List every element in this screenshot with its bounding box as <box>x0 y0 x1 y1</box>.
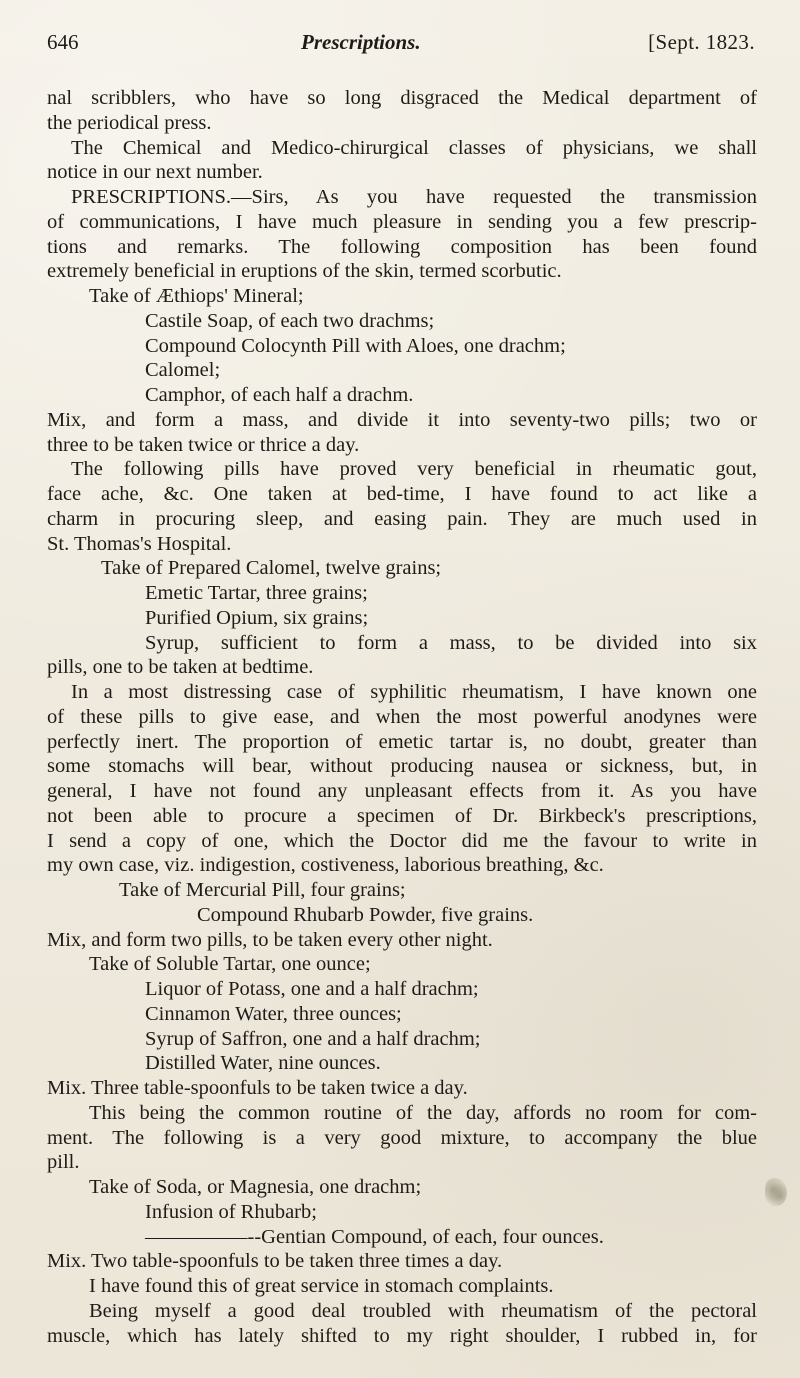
text-line: pill. <box>47 1151 80 1174</box>
text-line: Castile Soap, of each two drachms; <box>145 309 435 332</box>
text-line: ment. The following is a very good mixture, to accompany the blue <box>47 1126 757 1149</box>
text-line: Calomel; <box>145 359 221 382</box>
ink-blot-mark <box>765 1178 787 1206</box>
text-line: Mix. Three table-spoonfuls to be taken twice a day. <box>47 1077 468 1099</box>
text-line: of these pills to give ease, and when the most powerful anodynes were <box>47 705 757 728</box>
text-line: Mix, and form two pills, to be taken every other night. <box>47 928 493 951</box>
text-line: Infusion of Rhubarb; <box>145 1200 317 1223</box>
text-line: Take of Soda, or Magnesia, one drachm; <box>89 1176 422 1198</box>
text-line: not been able to procure a specimen of Dr. Birkbeck's prescriptions, <box>47 804 757 827</box>
text-line: This being the common routine of the day, affords no room for com- <box>89 1101 757 1124</box>
text-line: some stomachs will bear, without producing nausea or sickness, but, in <box>47 755 757 778</box>
text-line: Compound Colocynth Pill with Aloes, one drachm; <box>145 334 566 357</box>
text-line: Mix. Two table-spoonfuls to be taken three times a day. <box>47 1250 503 1273</box>
text-line: Syrup of Saffron, one and a half drachm; <box>145 1027 481 1050</box>
text-line: I have found this of great service in stomach complaints. <box>89 1275 554 1297</box>
text-line: Take of Æthiops' Mineral; <box>89 285 304 307</box>
text-line: The Chemical and Medico-chirurgical classes of physicians, we shall <box>71 136 757 159</box>
text-line: St. Thomas's Hospital. <box>47 532 232 555</box>
text-line: In a most distressing case of syphilitic rheumatism, I have known one <box>71 681 757 703</box>
text-line: extremely beneficial in eruptions of the skin, termed scorbutic. <box>47 260 562 283</box>
text-line: Distilled Water, nine ounces. <box>145 1052 381 1075</box>
text-line: Syrup, sufficient to form a mass, to be divided into six <box>145 631 757 654</box>
text-line: Purified Opium, six grains; <box>145 606 369 629</box>
text-line: of communications, I have much pleasure in sending you a few prescrip- <box>47 210 757 233</box>
text-line: I send a copy of one, which the Doctor did me the favour to write in <box>47 829 757 852</box>
text-line: —————--Gentian Compound, of each, four ounces. <box>145 1225 604 1248</box>
running-title: Prescriptions. <box>301 30 421 54</box>
text-line: Take of Soluble Tartar, one ounce; <box>89 953 371 976</box>
body-text <box>47 86 757 1348</box>
text-line: my own case, viz. indigestion, costiveness, laborious breathing, &c. <box>47 854 604 877</box>
page-number: 646 <box>47 30 79 54</box>
text-line: Take of Prepared Calomel, twelve grains; <box>101 557 442 580</box>
text-line: general, I have not found any unpleasant effects from it. As you have <box>47 780 757 802</box>
text-line: three to be taken twice or thrice a day. <box>47 433 360 456</box>
text-line: PRESCRIPTIONS.—Sirs, As you have requested the transmission <box>71 186 757 208</box>
page-header <box>47 30 755 66</box>
text-line: face ache, &c. One taken at bed-time, I have found to act like a <box>47 483 757 505</box>
issue-date: [Sept. 1823. <box>648 30 755 54</box>
text-line: Camphor, of each half a drachm. <box>145 384 414 406</box>
text-line: charm in procuring sleep, and easing pain. They are much used in <box>47 507 757 530</box>
text-line: Cinnamon Water, three ounces; <box>145 1002 402 1025</box>
text-line: nal scribblers, who have so long disgraced the Medical department of <box>47 87 757 109</box>
text-line: pills, one to be taken at bedtime. <box>47 656 314 679</box>
text-line: Liquor of Potass, one and a half drachm; <box>145 978 479 1000</box>
text-line: Emetic Tartar, three grains; <box>145 582 368 604</box>
text-line: muscle, which has lately shifted to my right shoulder, I rubbed in, for <box>47 1324 757 1347</box>
text-line: Compound Rhubarb Powder, five grains. <box>197 903 534 926</box>
text-line: notice in our next number. <box>47 161 263 184</box>
text-line: the periodical press. <box>47 111 212 134</box>
text-line: Take of Mercurial Pill, four grains; <box>119 879 406 901</box>
text-line: Mix, and form a mass, and divide it into seventy-two pills; two or <box>47 408 757 431</box>
text-line: tions and remarks. The following composition has been found <box>47 235 757 258</box>
text-line: perfectly inert. The proportion of emetic tartar is, no doubt, greater than <box>47 730 757 753</box>
text-line: Being myself a good deal troubled with rheumatism of the pectoral <box>89 1299 757 1322</box>
text-line: The following pills have proved very beneficial in rheumatic gout, <box>71 458 757 481</box>
